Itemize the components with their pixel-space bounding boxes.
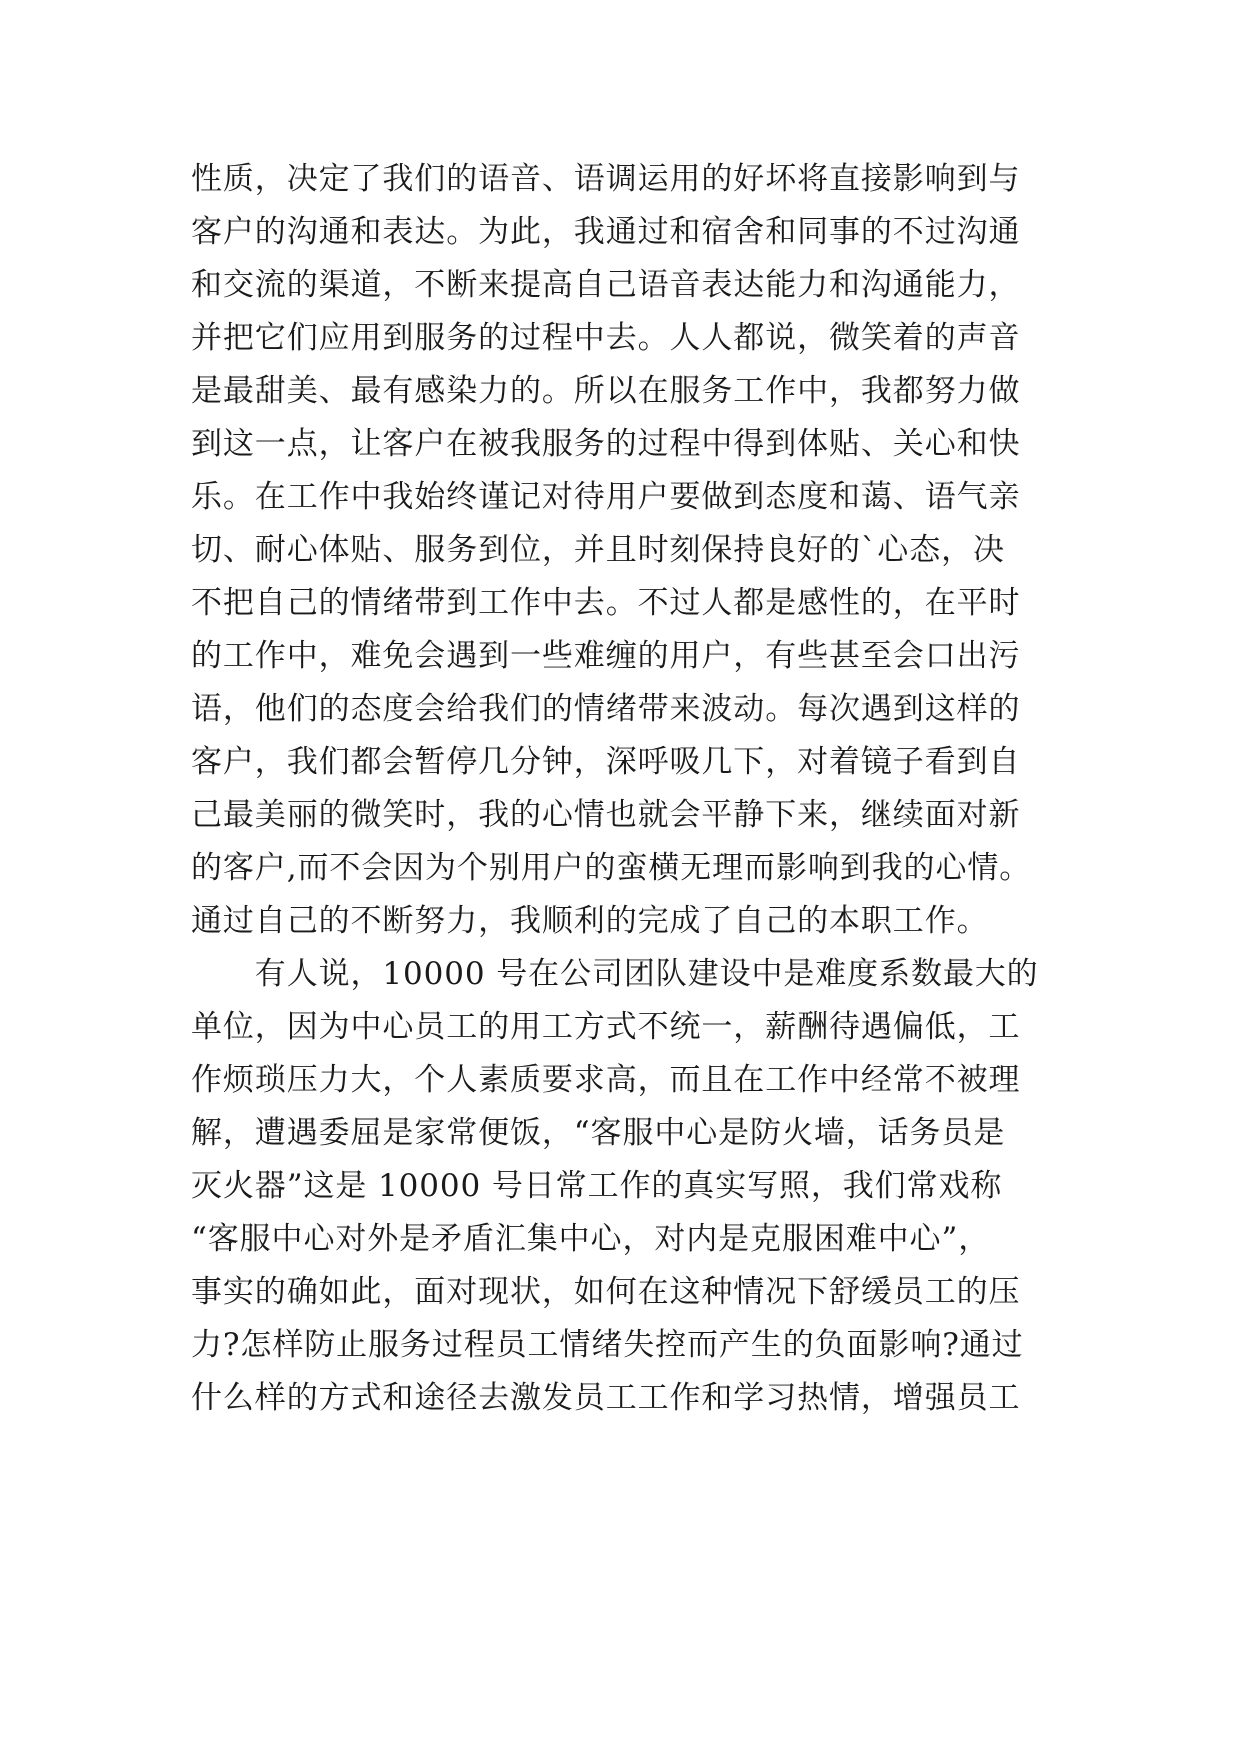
text-line: 并把它们应用到服务的过程中去。人人都说，微笑着的声音: [191, 320, 1021, 356]
text-line: 单位，因为中心员工的用工方式不统一，薪酬待遇偏低，工: [191, 1009, 1021, 1045]
text-line: 不把自己的情绪带到工作中去。不过人都是感性的，在平时: [191, 585, 1021, 621]
text-line: 有人说，10000 号在公司团队建设中是难度系数最大的: [191, 956, 1039, 992]
text-line: 语，他们的态度会给我们的情绪带来波动。每次遇到这样的: [191, 691, 1021, 727]
text-line: 乐。在工作中我始终谨记对待用户要做到态度和蔼、语气亲: [191, 479, 1021, 515]
text-line: 解，遭遇委屈是家常便饭，“客服中心是防火墙，话务员是: [191, 1115, 1006, 1151]
text-line: 客户的沟通和表达。为此，我通过和宿舍和同事的不过沟通: [191, 214, 1021, 250]
text-line: “客服中心对外是矛盾汇集中心，对内是克服困难中心”，: [191, 1221, 991, 1257]
text-line: 什么样的方式和途径去激发员工工作和学习热情，增强员工: [191, 1380, 1021, 1416]
text-line: 的工作中，难免会遇到一些难缠的用户，有些甚至会口出污: [191, 638, 1021, 674]
text-line: 到这一点，让客户在被我服务的过程中得到体贴、关心和快: [191, 426, 1021, 462]
text-line: 力?怎样防止服务过程员工情绪失控而产生的负面影响?通过: [191, 1327, 1024, 1363]
text-line: 客户，我们都会暂停几分钟，深呼吸几下，对着镜子看到自: [191, 744, 1021, 780]
text-line: 的客户,而不会因为个别用户的蛮横无理而影响到我的心情。: [191, 850, 1032, 886]
text-line: 切、耐心体贴、服务到位，并且时刻保持良好的`心态，决: [191, 532, 1005, 568]
text-line: 事实的确如此，面对现状，如何在这种情况下舒缓员工的压: [191, 1274, 1021, 1310]
text-line: 通过自己的不断努力，我顺利的完成了自己的本职工作。: [191, 903, 989, 939]
text-line: 和交流的渠道，不断来提高自己语音表达能力和沟通能力，: [191, 267, 1021, 303]
text-line: 己最美丽的微笑时，我的心情也就会平静下来，继续面对新: [191, 797, 1021, 833]
text-line: 性质，决定了我们的语音、语调运用的好坏将直接影响到与: [191, 161, 1021, 197]
text-line: 是最甜美、最有感染力的。所以在服务工作中，我都努力做: [191, 373, 1021, 409]
text-line: 作烦琐压力大，个人素质要求高，而且在工作中经常不被理: [191, 1062, 1021, 1098]
text-line: 灭火器”这是 10000 号日常工作的真实写照，我们常戏称: [191, 1168, 1003, 1204]
